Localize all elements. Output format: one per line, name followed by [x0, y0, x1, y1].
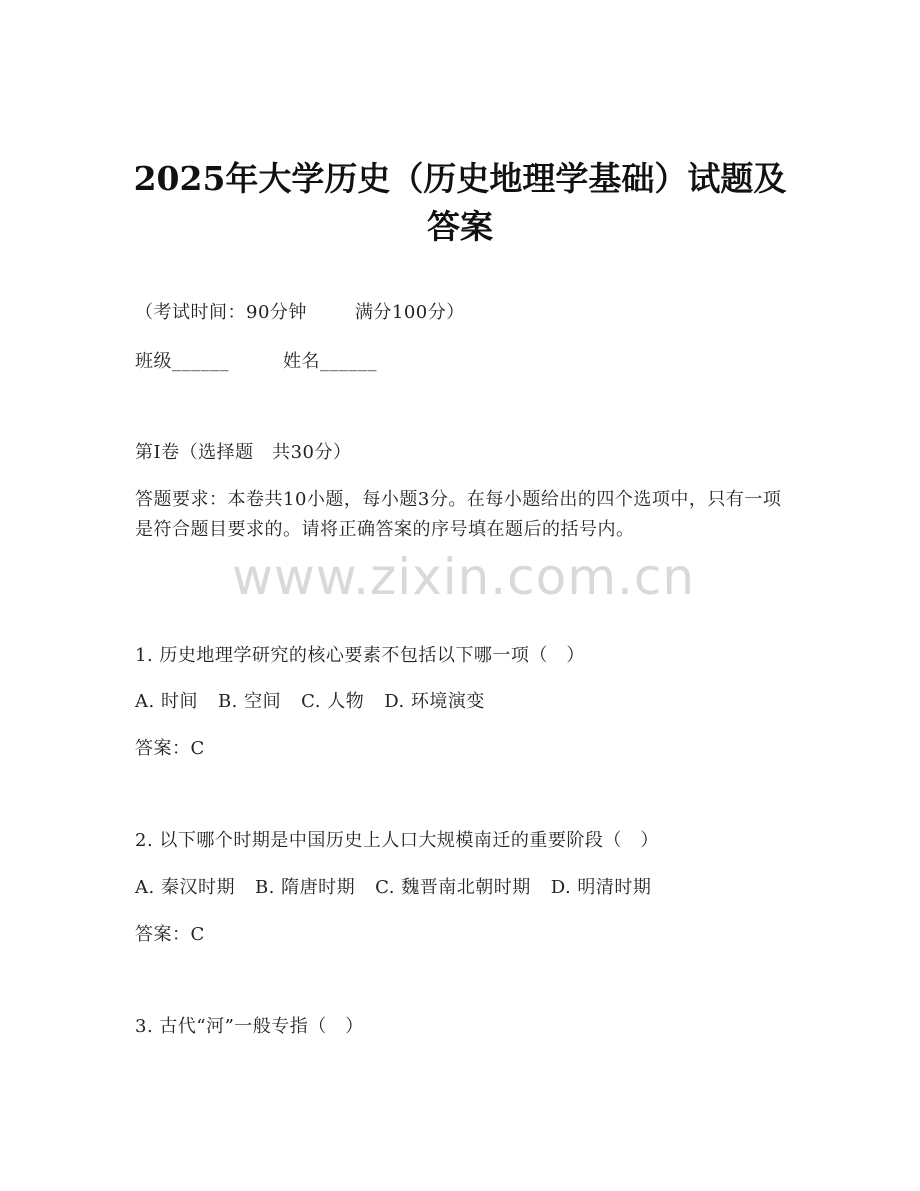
document-title-line2: 答案	[427, 207, 493, 246]
exam-info	[135, 301, 465, 325]
student-fields	[135, 350, 377, 374]
option-c: C. 人物	[301, 691, 365, 712]
document-title-line1: 2025年大学历史（历史地理学基础）试题及	[133, 159, 787, 198]
option-d: D. 明清时期	[550, 877, 652, 898]
option-b: B. 隋唐时期	[254, 877, 356, 898]
question-1-options	[135, 690, 485, 714]
question-2-options	[135, 876, 651, 900]
question-2-answer: 答案：C	[135, 924, 205, 945]
question-2-stem: 2. 以下哪个时期是中国历史上人口大规模南迁的重要阶段（ ）	[135, 830, 659, 851]
option-b: B. 空间	[217, 691, 282, 712]
section-heading: 第I卷（选择题 共30分）	[135, 442, 352, 463]
section-instructions: 答题要求：本卷共10小题，每小题3分。在每小题给出的四个选项中，只有一项是符合题目要求的。请将正确答案的序号填在题后的括号内。	[135, 489, 782, 540]
question-3-stem: 3. 古代“河”一般专指（ ）	[135, 1016, 364, 1037]
option-a: A. 时间	[135, 691, 198, 712]
option-c: C. 魏晋南北朝时期	[375, 877, 531, 898]
option-d: D. 环境演变	[384, 691, 485, 712]
class-field: 班级______	[135, 351, 229, 372]
exam-time: （考试时间：90分钟	[135, 302, 307, 323]
name-field: 姓名______	[283, 351, 377, 372]
exam-score: 满分100分）	[354, 302, 465, 323]
question-1-answer: 答案：C	[135, 738, 205, 759]
watermark: www.zixin.com.cn	[232, 548, 696, 606]
option-a: A. 秦汉时期	[135, 877, 235, 898]
question-1-stem: 1. 历史地理学研究的核心要素不包括以下哪一项（ ）	[135, 645, 585, 666]
